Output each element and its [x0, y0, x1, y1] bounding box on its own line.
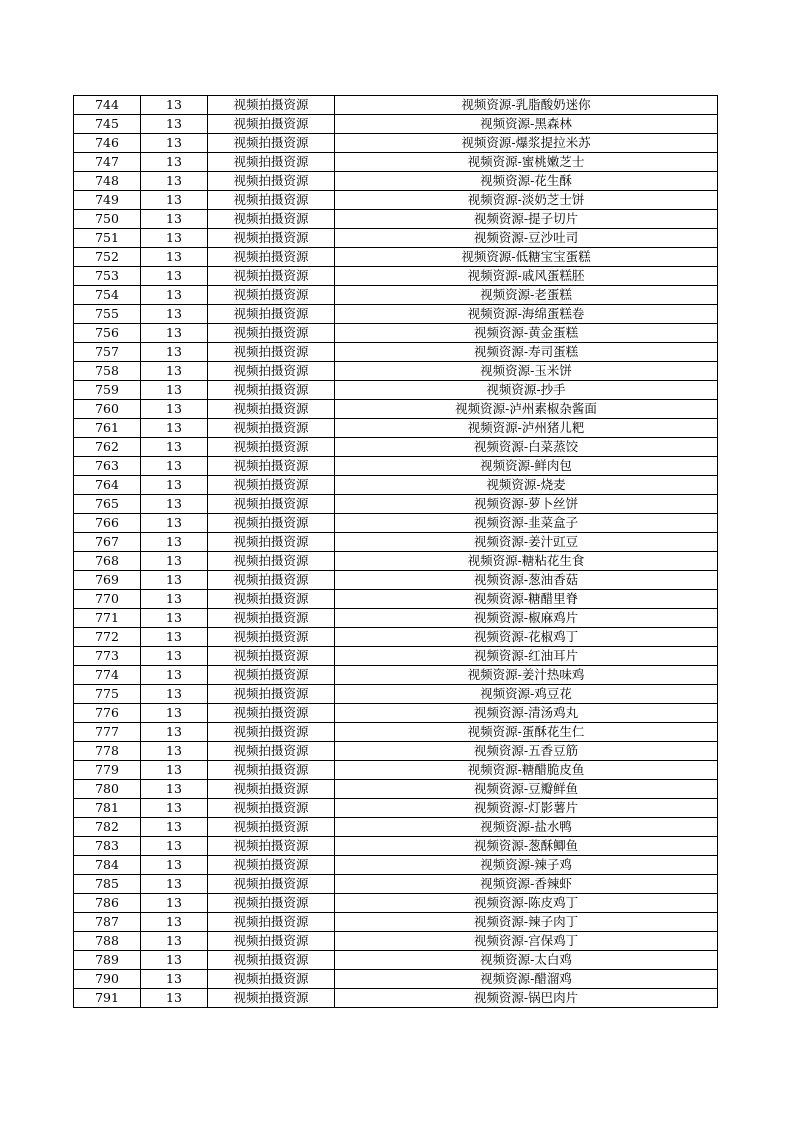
row-count-cell: 13	[141, 571, 208, 590]
row-index-cell: 758	[74, 362, 141, 381]
table-row	[74, 229, 718, 248]
table-row	[74, 210, 718, 229]
row-category-cell: 视频拍摄资源	[208, 476, 335, 495]
table-row	[74, 476, 718, 495]
row-index-cell: 765	[74, 495, 141, 514]
table-row	[74, 381, 718, 400]
row-index-cell: 746	[74, 134, 141, 153]
row-count-cell: 13	[141, 96, 208, 115]
table-row	[74, 571, 718, 590]
row-count-cell: 13	[141, 172, 208, 191]
row-index-cell: 761	[74, 419, 141, 438]
row-index-cell: 774	[74, 666, 141, 685]
row-count-cell: 13	[141, 818, 208, 837]
row-category-cell: 视频拍摄资源	[208, 647, 335, 666]
row-count-cell: 13	[141, 647, 208, 666]
table-row	[74, 514, 718, 533]
row-category-cell: 视频拍摄资源	[208, 666, 335, 685]
row-index-cell: 782	[74, 818, 141, 837]
row-title-cell: 视频资源-宫保鸡丁	[335, 932, 718, 951]
row-index-cell: 749	[74, 191, 141, 210]
row-count-cell: 13	[141, 970, 208, 989]
row-index-cell: 778	[74, 742, 141, 761]
row-title-cell: 视频资源-蛋酥花生仁	[335, 723, 718, 742]
row-count-cell: 13	[141, 837, 208, 856]
row-count-cell: 13	[141, 685, 208, 704]
row-category-cell: 视频拍摄资源	[208, 761, 335, 780]
table-row	[74, 400, 718, 419]
row-index-cell: 767	[74, 533, 141, 552]
row-index-cell: 754	[74, 286, 141, 305]
row-index-cell: 744	[74, 96, 141, 115]
row-title-cell: 视频资源-葱酥鲫鱼	[335, 837, 718, 856]
row-category-cell: 视频拍摄资源	[208, 780, 335, 799]
table-row	[74, 153, 718, 172]
row-index-cell: 763	[74, 457, 141, 476]
table-row	[74, 267, 718, 286]
row-count-cell: 13	[141, 856, 208, 875]
row-index-cell: 757	[74, 343, 141, 362]
row-category-cell: 视频拍摄资源	[208, 495, 335, 514]
row-count-cell: 13	[141, 248, 208, 267]
row-count-cell: 13	[141, 153, 208, 172]
row-title-cell: 视频资源-花椒鸡丁	[335, 628, 718, 647]
row-count-cell: 13	[141, 362, 208, 381]
row-index-cell: 747	[74, 153, 141, 172]
table-row	[74, 742, 718, 761]
row-count-cell: 13	[141, 951, 208, 970]
table-row	[74, 134, 718, 153]
row-title-cell: 视频资源-鸡豆花	[335, 685, 718, 704]
row-count-cell: 13	[141, 742, 208, 761]
row-title-cell: 视频资源-低糖宝宝蛋糕	[335, 248, 718, 267]
table-row	[74, 248, 718, 267]
row-count-cell: 13	[141, 761, 208, 780]
row-title-cell: 视频资源-海绵蛋糕卷	[335, 305, 718, 324]
table-row	[74, 799, 718, 818]
row-count-cell: 13	[141, 799, 208, 818]
row-category-cell: 视频拍摄资源	[208, 286, 335, 305]
row-title-cell: 视频资源-红油耳片	[335, 647, 718, 666]
row-index-cell: 760	[74, 400, 141, 419]
table-row	[74, 932, 718, 951]
row-count-cell: 13	[141, 267, 208, 286]
table-row	[74, 647, 718, 666]
row-count-cell: 13	[141, 343, 208, 362]
table-row	[74, 894, 718, 913]
row-title-cell: 视频资源-陈皮鸡丁	[335, 894, 718, 913]
row-index-cell: 756	[74, 324, 141, 343]
row-index-cell: 770	[74, 590, 141, 609]
table-row	[74, 115, 718, 134]
row-category-cell: 视频拍摄资源	[208, 96, 335, 115]
row-title-cell: 视频资源-寿司蛋糕	[335, 343, 718, 362]
row-category-cell: 视频拍摄资源	[208, 571, 335, 590]
row-category-cell: 视频拍摄资源	[208, 438, 335, 457]
row-index-cell: 772	[74, 628, 141, 647]
row-index-cell: 790	[74, 970, 141, 989]
table-row	[74, 552, 718, 571]
table-row	[74, 951, 718, 970]
table-body	[74, 96, 718, 1008]
table-row	[74, 780, 718, 799]
row-category-cell: 视频拍摄资源	[208, 989, 335, 1008]
row-title-cell: 视频资源-抄手	[335, 381, 718, 400]
row-category-cell: 视频拍摄资源	[208, 932, 335, 951]
row-title-cell: 视频资源-提子切片	[335, 210, 718, 229]
row-count-cell: 13	[141, 590, 208, 609]
row-count-cell: 13	[141, 476, 208, 495]
row-category-cell: 视频拍摄资源	[208, 533, 335, 552]
row-title-cell: 视频资源-香辣虾	[335, 875, 718, 894]
row-category-cell: 视频拍摄资源	[208, 343, 335, 362]
row-category-cell: 视频拍摄资源	[208, 742, 335, 761]
row-index-cell: 752	[74, 248, 141, 267]
row-title-cell: 视频资源-姜汁豇豆	[335, 533, 718, 552]
table-row	[74, 609, 718, 628]
row-index-cell: 769	[74, 571, 141, 590]
row-index-cell: 787	[74, 913, 141, 932]
table-row	[74, 970, 718, 989]
row-title-cell: 视频资源-玉米饼	[335, 362, 718, 381]
row-index-cell: 755	[74, 305, 141, 324]
row-category-cell: 视频拍摄资源	[208, 419, 335, 438]
row-title-cell: 视频资源-白菜蒸饺	[335, 438, 718, 457]
row-category-cell: 视频拍摄资源	[208, 305, 335, 324]
table-row	[74, 989, 718, 1008]
row-category-cell: 视频拍摄资源	[208, 685, 335, 704]
row-index-cell: 777	[74, 723, 141, 742]
row-index-cell: 771	[74, 609, 141, 628]
row-index-cell: 766	[74, 514, 141, 533]
row-index-cell: 750	[74, 210, 141, 229]
table-row	[74, 305, 718, 324]
row-category-cell: 视频拍摄资源	[208, 267, 335, 286]
row-title-cell: 视频资源-糖醋脆皮鱼	[335, 761, 718, 780]
row-count-cell: 13	[141, 134, 208, 153]
row-category-cell: 视频拍摄资源	[208, 324, 335, 343]
row-category-cell: 视频拍摄资源	[208, 837, 335, 856]
row-index-cell: 785	[74, 875, 141, 894]
row-count-cell: 13	[141, 780, 208, 799]
row-title-cell: 视频资源-老蛋糕	[335, 286, 718, 305]
row-index-cell: 748	[74, 172, 141, 191]
row-title-cell: 视频资源-灯影薯片	[335, 799, 718, 818]
row-category-cell: 视频拍摄资源	[208, 818, 335, 837]
table-row	[74, 913, 718, 932]
row-title-cell: 视频资源-鲜肉包	[335, 457, 718, 476]
table-row	[74, 666, 718, 685]
row-count-cell: 13	[141, 894, 208, 913]
row-count-cell: 13	[141, 191, 208, 210]
table-row	[74, 495, 718, 514]
row-category-cell: 视频拍摄资源	[208, 799, 335, 818]
row-category-cell: 视频拍摄资源	[208, 951, 335, 970]
row-title-cell: 视频资源-黄金蛋糕	[335, 324, 718, 343]
row-category-cell: 视频拍摄资源	[208, 400, 335, 419]
table-row	[74, 419, 718, 438]
row-title-cell: 视频资源-醋溜鸡	[335, 970, 718, 989]
row-index-cell: 768	[74, 552, 141, 571]
row-index-cell: 791	[74, 989, 141, 1008]
row-index-cell: 789	[74, 951, 141, 970]
row-index-cell: 745	[74, 115, 141, 134]
row-index-cell: 751	[74, 229, 141, 248]
table-row	[74, 875, 718, 894]
row-category-cell: 视频拍摄资源	[208, 210, 335, 229]
table-row	[74, 628, 718, 647]
row-category-cell: 视频拍摄资源	[208, 723, 335, 742]
table-row	[74, 723, 718, 742]
table-row	[74, 96, 718, 115]
row-title-cell: 视频资源-辣子鸡	[335, 856, 718, 875]
row-category-cell: 视频拍摄资源	[208, 229, 335, 248]
row-title-cell: 视频资源-锅巴肉片	[335, 989, 718, 1008]
row-category-cell: 视频拍摄资源	[208, 875, 335, 894]
row-count-cell: 13	[141, 381, 208, 400]
row-count-cell: 13	[141, 628, 208, 647]
row-title-cell: 视频资源-姜汁热味鸡	[335, 666, 718, 685]
table-row	[74, 457, 718, 476]
row-count-cell: 13	[141, 932, 208, 951]
row-count-cell: 13	[141, 533, 208, 552]
row-category-cell: 视频拍摄资源	[208, 381, 335, 400]
row-title-cell: 视频资源-黑森林	[335, 115, 718, 134]
row-index-cell: 773	[74, 647, 141, 666]
row-title-cell: 视频资源-椒麻鸡片	[335, 609, 718, 628]
row-title-cell: 视频资源-戚风蛋糕胚	[335, 267, 718, 286]
row-count-cell: 13	[141, 609, 208, 628]
row-title-cell: 视频资源-太白鸡	[335, 951, 718, 970]
table-row	[74, 818, 718, 837]
row-category-cell: 视频拍摄资源	[208, 457, 335, 476]
row-title-cell: 视频资源-花生酥	[335, 172, 718, 191]
row-category-cell: 视频拍摄资源	[208, 590, 335, 609]
table-row	[74, 856, 718, 875]
row-category-cell: 视频拍摄资源	[208, 856, 335, 875]
row-index-cell: 781	[74, 799, 141, 818]
row-count-cell: 13	[141, 457, 208, 476]
row-category-cell: 视频拍摄资源	[208, 628, 335, 647]
row-index-cell: 762	[74, 438, 141, 457]
row-category-cell: 视频拍摄资源	[208, 362, 335, 381]
row-count-cell: 13	[141, 666, 208, 685]
row-category-cell: 视频拍摄资源	[208, 248, 335, 267]
table-row	[74, 837, 718, 856]
row-title-cell: 视频资源-豆沙吐司	[335, 229, 718, 248]
table-row	[74, 343, 718, 362]
row-title-cell: 视频资源-萝卜丝饼	[335, 495, 718, 514]
row-count-cell: 13	[141, 989, 208, 1008]
row-index-cell: 786	[74, 894, 141, 913]
table-row	[74, 438, 718, 457]
row-index-cell: 788	[74, 932, 141, 951]
row-title-cell: 视频资源-烧麦	[335, 476, 718, 495]
row-category-cell: 视频拍摄资源	[208, 894, 335, 913]
row-index-cell: 784	[74, 856, 141, 875]
table-row	[74, 191, 718, 210]
row-index-cell: 775	[74, 685, 141, 704]
row-count-cell: 13	[141, 115, 208, 134]
row-count-cell: 13	[141, 324, 208, 343]
row-title-cell: 视频资源-泸州素椒杂酱面	[335, 400, 718, 419]
row-title-cell: 视频资源-韭菜盒子	[335, 514, 718, 533]
row-title-cell: 视频资源-泸州猪儿粑	[335, 419, 718, 438]
table-row	[74, 286, 718, 305]
row-title-cell: 视频资源-糖粘花生食	[335, 552, 718, 571]
row-index-cell: 753	[74, 267, 141, 286]
row-count-cell: 13	[141, 229, 208, 248]
row-category-cell: 视频拍摄资源	[208, 153, 335, 172]
row-title-cell: 视频资源-淡奶芝士饼	[335, 191, 718, 210]
row-count-cell: 13	[141, 552, 208, 571]
row-title-cell: 视频资源-豆瓣鲜鱼	[335, 780, 718, 799]
resource-table	[73, 95, 718, 1008]
row-title-cell: 视频资源-清汤鸡丸	[335, 704, 718, 723]
row-count-cell: 13	[141, 438, 208, 457]
row-index-cell: 780	[74, 780, 141, 799]
row-category-cell: 视频拍摄资源	[208, 609, 335, 628]
row-category-cell: 视频拍摄资源	[208, 514, 335, 533]
row-category-cell: 视频拍摄资源	[208, 191, 335, 210]
table-row	[74, 172, 718, 191]
row-title-cell: 视频资源-盐水鸭	[335, 818, 718, 837]
row-category-cell: 视频拍摄资源	[208, 134, 335, 153]
row-category-cell: 视频拍摄资源	[208, 704, 335, 723]
row-title-cell: 视频资源-爆浆提拉米苏	[335, 134, 718, 153]
row-category-cell: 视频拍摄资源	[208, 552, 335, 571]
row-category-cell: 视频拍摄资源	[208, 115, 335, 134]
row-count-cell: 13	[141, 400, 208, 419]
row-title-cell: 视频资源-葱油香菇	[335, 571, 718, 590]
row-title-cell: 视频资源-乳脂酸奶迷你	[335, 96, 718, 115]
row-title-cell: 视频资源-蜜桃嫩芝士	[335, 153, 718, 172]
row-index-cell: 759	[74, 381, 141, 400]
row-count-cell: 13	[141, 723, 208, 742]
row-title-cell: 视频资源-辣子肉丁	[335, 913, 718, 932]
table-row	[74, 590, 718, 609]
row-count-cell: 13	[141, 495, 208, 514]
row-count-cell: 13	[141, 514, 208, 533]
row-index-cell: 776	[74, 704, 141, 723]
table-row	[74, 533, 718, 552]
row-count-cell: 13	[141, 419, 208, 438]
table-row	[74, 761, 718, 780]
table-row	[74, 685, 718, 704]
row-title-cell: 视频资源-糖醋里脊	[335, 590, 718, 609]
row-count-cell: 13	[141, 875, 208, 894]
row-category-cell: 视频拍摄资源	[208, 913, 335, 932]
table-row	[74, 324, 718, 343]
row-index-cell: 764	[74, 476, 141, 495]
row-count-cell: 13	[141, 704, 208, 723]
row-category-cell: 视频拍摄资源	[208, 970, 335, 989]
table-row	[74, 362, 718, 381]
row-count-cell: 13	[141, 210, 208, 229]
row-count-cell: 13	[141, 286, 208, 305]
row-index-cell: 779	[74, 761, 141, 780]
row-title-cell: 视频资源-五香豆筋	[335, 742, 718, 761]
row-category-cell: 视频拍摄资源	[208, 172, 335, 191]
row-index-cell: 783	[74, 837, 141, 856]
row-count-cell: 13	[141, 305, 208, 324]
table-row	[74, 704, 718, 723]
row-count-cell: 13	[141, 913, 208, 932]
